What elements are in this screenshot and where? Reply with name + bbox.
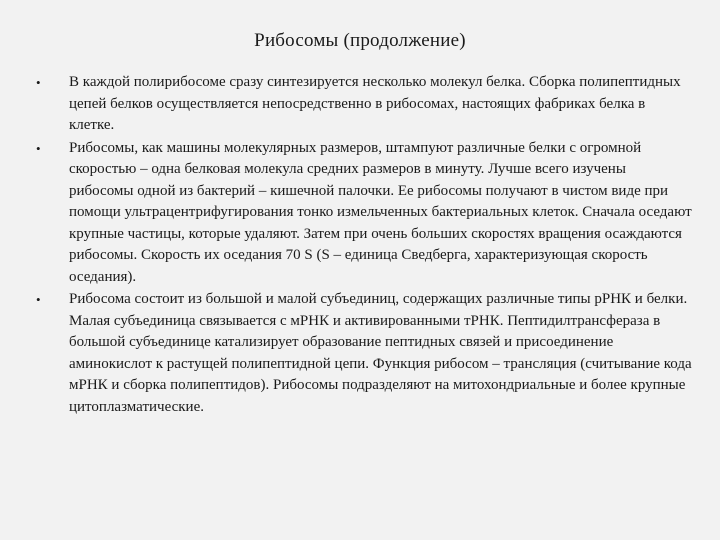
bullet-text: Рибосома состоит из большой и малой субъединиц, содержащих различные типы рРНК и белки. Малая субъединица связывается с мРНК и активированными тРНК. Пептидилтрансфераза в большой субъединице катализирует образование пептидных связей и присоединение аминокислот к растущей полипептидной цепи. Функция рибосом – трансляция (считывание кода мРНК и сборка полипептидов). Рибосомы подразделяют на митохондриальные и более крупные цитоплазматические. [69, 291, 692, 415]
bullet-marker: • [36, 75, 41, 90]
bullet-text: В каждой полирибосоме сразу синтезируется несколько молекул белка. Сборка полипептидных цепей белков осуществляется непосредственно в рибосомах, настоящих фабриках белка в клетке. [69, 74, 681, 133]
bullet-item [36, 289, 692, 418]
slide-title: Рибосомы (продолжение) [254, 30, 466, 51]
bullet-marker: • [36, 140, 41, 156]
bullet-marker: • [36, 292, 41, 307]
bullet-item [36, 138, 692, 289]
bullet-text: Рибосомы, как машины молекулярных размеров, штампуют различные белки с огромной скоростью – одна белковая молекула средних размеров в минуту. Лучше всего изучены рибосомы одной из бактерий – кишечной палочки. Ее рибосомы получают в чистом виде при помощи ультрацентрифугирования тонко измельченных бактериальных клеток. Сначала оседают крупные частицы, которые удаляют. Затем при очень больших скоростях вращения осаждаются рибосомы. Скорость их оседания 70 S (S – единица Сведберга, характеризующая скорость оседания). [69, 139, 692, 285]
bullet-list [36, 72, 692, 419]
bullet-item [36, 72, 692, 137]
